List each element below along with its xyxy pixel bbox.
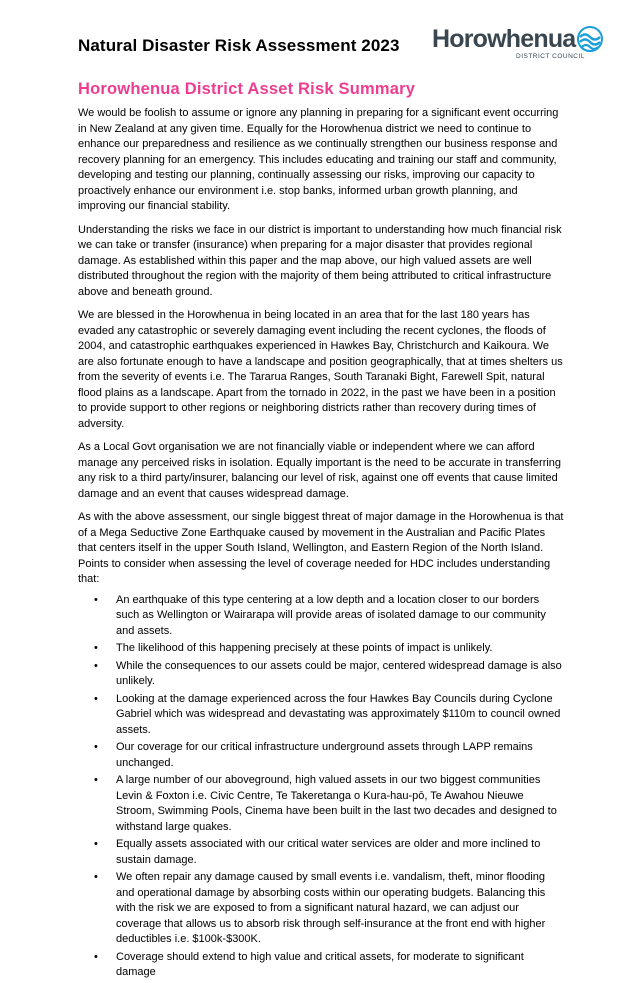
- bullet-icon: •: [94, 642, 98, 654]
- bullet-icon: •: [94, 838, 98, 850]
- paragraph: As a Local Govt organisation we are not financially viable or independent where we can afford manage any perceived risks in isolation. Equally important is the need to be accurate in transferring any risk to a third party/insurer, balancing our level of risk, against one off events that cause limited damage and an event that causes widespread damage.: [78, 441, 562, 500]
- list-item: [78, 837, 564, 868]
- list-item-text: The likelihood of this happening precisely at these points of impact is unlikely.: [116, 642, 493, 654]
- list-item: [78, 950, 564, 981]
- list-item-text: A large number of our aboveground, high valued assets in our two biggest communities Levin & Foxton i.e. Civic Centre, Te Takeretanga o Kura-hau-pō, Te Awahou Nieuwe Stroom, Swimming Pools, Cinema have been built in the last two decades and designed to withstand large quakes.: [116, 774, 557, 833]
- list-item: [78, 659, 564, 690]
- list-item: [78, 593, 564, 640]
- list-item-text: Our coverage for our critical infrastructure underground assets through LAPP remains unchanged.: [116, 741, 533, 769]
- logo-subtitle: DISTRICT COUNCIL: [516, 53, 585, 60]
- paragraph: Understanding the risks we face in our district is important to understanding how much financial risk we can take or transfer (insurance) when preparing for a major disaster that provides regional damage. As established within this paper and the map above, our high valued assets are well distributed throughout the region with the majority of them being attributed to critical infrastructure above and beneath ground.: [78, 223, 562, 298]
- list-item: [78, 773, 564, 835]
- council-logo: [432, 24, 604, 64]
- logo-wave-icon: [576, 26, 604, 54]
- bullet-icon: •: [94, 593, 98, 606]
- list-item-text: We often repair any damage caused by small events i.e. vandalism, theft, minor flooding and operational damage by absorbing costs within our operating budgets. Balancing this with the risk we are exposed to from a significant natural hazard, we can adjust our coverage that allows us to absorb risk through self-insurance at the front end with higher deductibles i.e. $100k-$300K.: [116, 871, 546, 945]
- list-item: [78, 692, 564, 739]
- list-item: [78, 870, 564, 948]
- bullet-icon: •: [94, 659, 98, 672]
- document-body: [78, 106, 564, 983]
- paragraph: We would be foolish to assume or ignore any planning in preparing for a significant event occurring in New Zealand at any given time. Equally for the Horowhenua district we need to continue to enhance our preparedness and resilience as we continually strengthen our business response and recovery planning for an emergency. This includes educating and training our staff and community, developing and testing our planning, continually assessing our risks, improving our capacity to proactively enhance our environment i.e. stop banks, informed urban growth planning, and improving our financial stability.: [78, 107, 559, 212]
- bullet-icon: •: [94, 741, 98, 753]
- bullet-icon: •: [94, 692, 98, 705]
- list-item-text: An earthquake of this type centering at a low depth and a location closer to our borders such as Wellington or Wairarapa will provide areas of isolated damage to our community and assets.: [116, 593, 546, 637]
- bullet-icon: •: [94, 774, 98, 786]
- list-item-text: Equally assets associated with our critical water services are older and more inclined to sustain damage.: [116, 838, 541, 866]
- document-header-title: Natural Disaster Risk Assessment 2023: [78, 36, 400, 55]
- bullet-icon: •: [94, 871, 98, 883]
- paragraph: As with the above assessment, our single biggest threat of major damage in the Horowhenua is that of a Mega Seductive Zone Earthquake caused by movement in the Australian and Pacific Plates that centers itself in the upper South Island, Wellington, and Eastern Region of the North Island. Points to consider when assessing the level of coverage needed for HDC includes understanding that:: [78, 511, 564, 585]
- list-item-text: Coverage should extend to high value and critical assets, for moderate to significant damage: [116, 950, 524, 978]
- section-title: Horowhenua District Asset Risk Summary: [78, 80, 416, 98]
- logo-wordmark: Horowhenua: [432, 25, 576, 53]
- list-item: [78, 740, 564, 771]
- bullet-icon: •: [94, 950, 98, 963]
- list-item-text: Looking at the damage experienced across the four Hawkes Bay Councils during Cyclone Gabriel which was widespread and devastating was approximately $110m to council owned assets.: [116, 692, 561, 736]
- list-item-text: While the consequences to our assets could be major, centered widespread damage is also unlikely.: [116, 659, 562, 687]
- list-item: [78, 641, 564, 657]
- paragraph: We are blessed in the Horowhenua in being located in an area that for the last 180 years has evaded any catastrophic or severely damaging event including the recent cyclones, the floods of 2004, and catastrophic earthquakes experienced in Hawkes Bay, Christchurch and Kaikoura. We are also fortunate enough to have a landscape and position geographically, that at times shelters us from the severity of events i.e. The Tararua Ranges, South Taranaki Bight, Farewell Spit, natural flood plains as a landscape. Apart from the tornado in 2022, in the past we have been in a position to provide support to other regions or neighboring districts rather than recovery during times of adversity.: [78, 309, 563, 430]
- considerations-list: [78, 593, 564, 981]
